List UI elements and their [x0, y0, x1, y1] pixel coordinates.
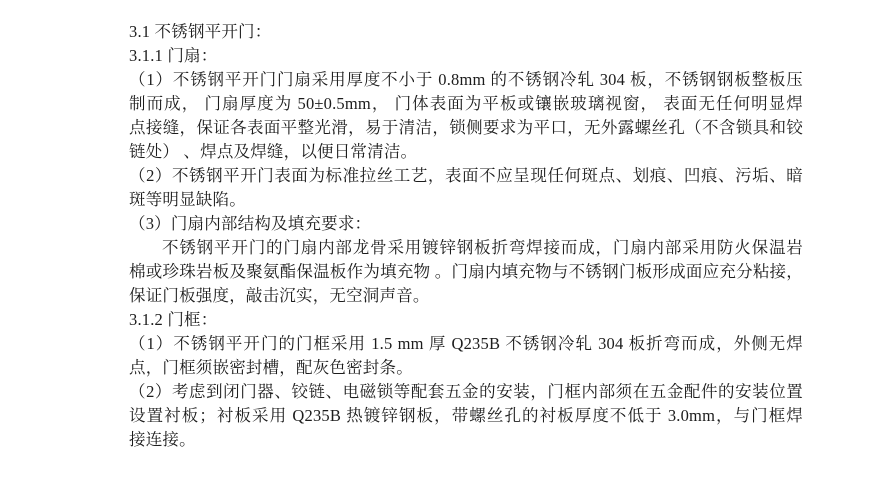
section-heading-3-1-2: 3.1.2 门框：: [129, 310, 218, 329]
paragraph-line: （3）门扇内部结构及填充要求：: [129, 214, 372, 233]
paragraph-line: 点，门框须嵌密封槽，配灰色密封条。: [129, 358, 413, 377]
paragraph-line: （1）不锈钢平开门的门框采用 1.5 mm 厚 Q235B 不锈钢冷轧 304 板折弯而成，外侧无焊: [129, 334, 803, 353]
paragraph-line: （1）不锈钢平开门门扇采用厚度不小于 0.8mm 的不锈钢冷轧 304 板，不锈钢钢板整板压: [129, 70, 803, 89]
paragraph-line: 斑等明显缺陷。: [129, 190, 246, 209]
paragraph-line: 不锈钢平开门的门扇内部龙骨采用镀锌钢板折弯焊接而成，门扇内部采用防火保温岩: [162, 238, 803, 257]
paragraph-line: （2）不锈钢平开门表面为标准拉丝工艺，表面不应呈现任何斑点、划痕、凹痕、污垢、暗: [129, 166, 803, 185]
paragraph-line: 点接缝，保证各表面平整光滑，易于清洁，锁侧要求为平口，无外露螺丝孔（不含锁具和铰: [129, 118, 803, 137]
paragraph-line: （2）考虑到闭门器、铰链、电磁锁等配套五金的安装，门框内部须在五金配件的安装位置: [129, 382, 803, 401]
paragraph-line: 保证门板强度，敲击沉实，无空洞声音。: [129, 286, 430, 305]
paragraph-line: 链处） 、焊点及焊缝，以便日常清洁。: [129, 142, 418, 161]
section-heading-3-1-1: 3.1.1 门扇：: [129, 46, 218, 65]
section-heading-3-1: 3.1 不锈钢平开门：: [129, 22, 272, 41]
paragraph-line: 接连接。: [129, 430, 196, 449]
paragraph-line: 设置衬板；衬板采用 Q235B 热镀锌钢板，带螺丝孔的衬板厚度不低于 3.0mm，与门框焊: [129, 406, 803, 425]
text-block: [129, 20, 803, 452]
paragraph-line: 棉或珍珠岩板及聚氨酯保温板作为填充物 。门扇内填充物与不锈钢门板形成面应充分粘接，: [129, 262, 803, 281]
paragraph-line: 制而成， 门扇厚度为 50±0.5mm， 门体表面为平板或镶嵌玻璃视窗， 表面无任何明显焊: [129, 94, 803, 113]
